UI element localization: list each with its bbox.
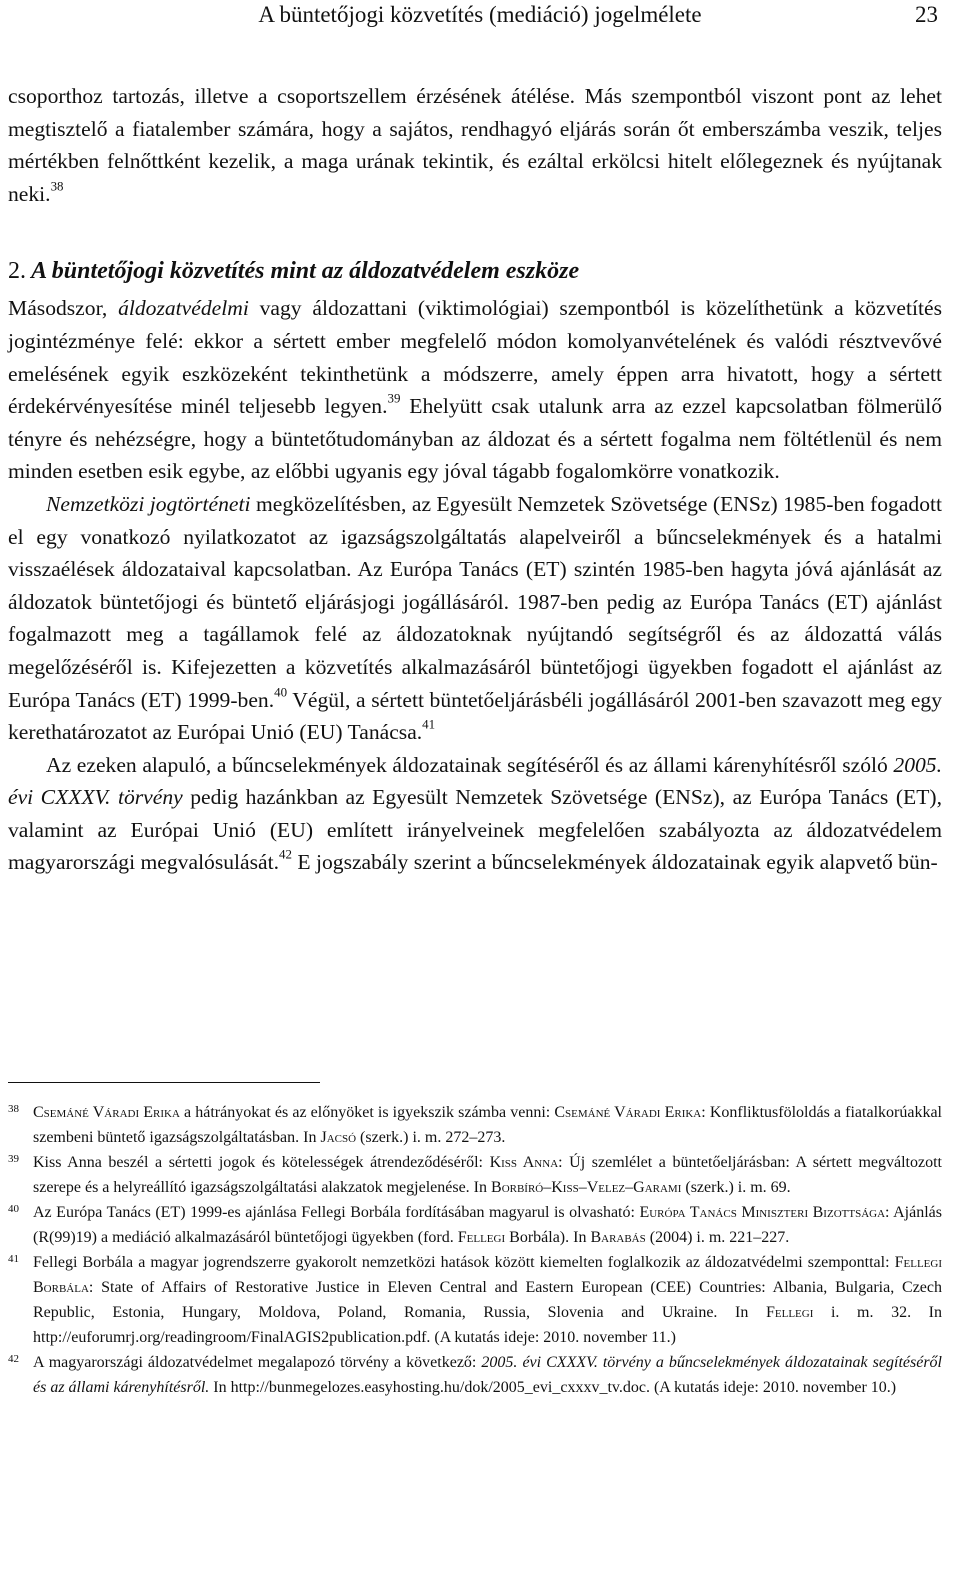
footnotes bbox=[8, 1100, 942, 1400]
footnote-text: : Új szemlélet a büntetőeljárásban: A sértett megváltozott szerepe és a helyreállító igazságszolgáltatási alakzatok megjelenése. In bbox=[33, 1154, 942, 1196]
footnote-text: (szerk.) i. m. 272–273. bbox=[356, 1129, 506, 1146]
paragraph-2-text-d: Ehelyütt csak utalunk arra az ezzel kapcsolatban fölmerülő tényre és nehézségre, hogy a büntetőtudományban az áldozat és a sértett fogalma nem föltétlenül és nem minden esetben esik egybe, az előbbi ugyanis egy jóval tágabb fogalomkörre vonatkozik. bbox=[8, 394, 942, 484]
footnote-ref-38[interactable]: 38 bbox=[50, 178, 64, 194]
footnote-number: 38 bbox=[8, 1103, 19, 1115]
running-title: A büntetőjogi közvetítés (mediáció) jogelmélete bbox=[258, 2, 702, 27]
footnote-number: 41 bbox=[8, 1253, 19, 1265]
footnote-42 bbox=[8, 1350, 942, 1400]
footnote-40 bbox=[8, 1200, 942, 1250]
footnote-38 bbox=[8, 1100, 942, 1150]
paragraph-4-text-d: E jogszabály szerint a bűncselekmények áldozatainak egyik alapvető bün- bbox=[291, 850, 938, 875]
footnote-text: In http://bunmegelozes.easyhosting.hu/dok/2005_evi_cxxxv_tv.doc. (A kutatás ideje: 2010. november 10.) bbox=[209, 1379, 897, 1396]
footnote-text: Csemáné Váradi Erika bbox=[33, 1104, 180, 1121]
footnote-text: Fellegi Borbála bbox=[33, 1254, 942, 1296]
paragraph-1-text: csoporthoz tartozás, illetve a csoportszellem érzésének átélése. Más szempontból viszont pont az lehet megtisztelő a fiatalember számára, hogy a sajátos, rendhagyó eljárás során őt emberszámba veszik, teljes mértékben felnőttként kezelik, a maga urának tekintik, és ezáltal erkölcsi hitelt előlegeznek és nyújtanak neki. bbox=[8, 84, 942, 206]
paragraph-4-text-c: pedig hazánkban az Egyesült Nemzetek Szövetsége (ENSz), az Európa Tanács (ET), valamint az Európai Unió (EU) említett irányelveinek megfelelően szabályozta az áldozatvédelem magyarországi megvalósulását. bbox=[8, 785, 942, 875]
footnote-text: Borbíró–Kiss–Velez–Garami bbox=[491, 1179, 682, 1196]
footnote-text: i. m. 32. In http://euforumrj.org/readingroom/FinalAGIS2publication.pdf. (A kutatás ideje: 2010. november 11.) bbox=[33, 1304, 943, 1346]
footnote-text: Kiss Anna beszél a sértetti jogok és kötelességek átrendeződéséről: bbox=[33, 1154, 490, 1171]
paragraph-2-text-c: vagy áldozattani (viktimológiai) szempontból is közelíthetünk a közvetítés jogintézménye felé: ekkor a sértett ember megfelelő módon komolyanvételének és valódi résztvevővé emelésének egyik eszközeként tekinthetünk a módszerre, amely éppen arra hivatott, hogy a sértett érdekérvényesítése minél teljesebb legyen. bbox=[8, 296, 942, 419]
paragraph-3-italic: Nemzetközi jogtörténeti bbox=[46, 491, 251, 516]
paragraph-2-text-a: Másodszor, bbox=[8, 296, 119, 321]
section-number: 2. bbox=[8, 258, 26, 285]
footnote-text: (szerk.) i. m. 69. bbox=[681, 1179, 791, 1196]
footnote-41 bbox=[8, 1250, 942, 1350]
footnote-ref-39[interactable]: 39 bbox=[387, 390, 401, 406]
paragraph-3-text-b: megközelítésben, az Egyesült Nemzetek Szövetsége (ENSz) 1985-ben fogadott el egy vonatkozó nyilatkozatot az igazságszolgáltatás alapelveiről a bűncselekmények és a hatalmi visszaélések áldozataival kapcsolatban. Az Európa Tanács (ET) szintén 1985-ben hagyta jóvá ajánlását az áldozatok büntetőjogi és büntető eljárásjogi jogállásáról. 1987-ben pedig az Európa Tanács (ET) ajánlást fogalmazott meg a tagállamok felé az áldozatoknak nyújtandó segítségről és az áldozattá válás megelőzéséről is. Kifejezetten a közvetítés alkalmazásáról büntetőjogi ügyekben fogadott el ajánlást az Európa Tanács (ET) 1999-ben. bbox=[8, 491, 942, 712]
footnote-ref-40[interactable]: 40 bbox=[274, 684, 288, 700]
footnote-text: 2005. évi CXXXV. törvény a bűncselekmények áldozatainak segítéséről és az állami kárenyhítésről. bbox=[33, 1354, 943, 1396]
footnote-ref-42[interactable]: 42 bbox=[279, 847, 292, 863]
footnote-text: a hátrányokat és az előnyöket is igyekszik számba venni: bbox=[179, 1104, 555, 1121]
paragraph-3 bbox=[8, 488, 942, 749]
footnote-text: : Konfliktusföloldás a fiatalkorúakkal szembeni büntető igazságszolgáltatásban. In bbox=[33, 1104, 942, 1146]
footnote-39 bbox=[8, 1150, 942, 1200]
footnote-separator bbox=[8, 1082, 320, 1083]
section-title: A büntetőjogi közvetítés mint az áldozatvédelem eszköze bbox=[31, 258, 580, 285]
footnote-number: 39 bbox=[8, 1153, 19, 1165]
footnote-ref-41[interactable]: 41 bbox=[422, 716, 436, 732]
running-header bbox=[0, 0, 960, 34]
footnote-text: Barabás bbox=[590, 1229, 646, 1246]
footnote-text: Jacsó bbox=[320, 1129, 357, 1146]
paragraph-4-text-a: Az ezeken alapuló, a bűncselekmények áldozatainak segítéséről és az állami kárenyhítésről szóló bbox=[46, 752, 894, 777]
paragraph-4 bbox=[8, 749, 942, 879]
footnote-text: Európa Tanács Miniszteri Bizottsága bbox=[639, 1204, 886, 1221]
main-text bbox=[8, 80, 942, 879]
footnote-text: : Ajánlás (R(99)19) a mediáció alkalmazásáról büntetőjogi ügyekben (ford. bbox=[33, 1204, 942, 1246]
footnote-number: 40 bbox=[8, 1203, 19, 1215]
footnote-text: Fellegi Borbála a magyar jogrendszerre gyakorolt nemzetközi hatások között kiemelten foglalkozik az áldozatvédelmi szemponttal: bbox=[33, 1254, 895, 1271]
footnote-text: Kiss Anna bbox=[489, 1154, 559, 1171]
footnote-text: (2004) i. m. 221–227. bbox=[645, 1229, 790, 1246]
footnote-text: A magyarországi áldozatvédelmet megalapozó törvény a következő: bbox=[33, 1354, 482, 1371]
page-number: 23 bbox=[915, 2, 938, 27]
footnote-text: : State of Affairs of Restorative Justice in Eleven Central and Eastern European (CEE) Countries: Albania, Bulgaria, Czech Republic, Estonia, Hungary, Moldova, Poland, Romania, Russia, Slovenia and Ukraine. In bbox=[33, 1279, 942, 1321]
paragraph-1 bbox=[8, 80, 942, 210]
footnote-text: Borbála). In bbox=[505, 1229, 591, 1246]
footnote-text: Csemáné Váradi Erika bbox=[554, 1104, 702, 1121]
paragraph-2-italic: áldozatvédelmi bbox=[118, 296, 249, 321]
footnote-text: Fellegi bbox=[457, 1229, 506, 1246]
paragraph-2 bbox=[8, 292, 942, 488]
footnote-text: Fellegi bbox=[765, 1304, 814, 1321]
section-heading bbox=[8, 254, 942, 288]
paragraph-3-text-c: Végül, a sértett büntetőeljárásbéli jogállásáról 2001-ben szavazott meg egy kerethatározatot az Európai Unió (EU) Tanácsa. bbox=[8, 687, 942, 745]
footnote-text: Az Európa Tanács (ET) 1999-es ajánlása Fellegi Borbála fordításában magyarul is olvasható: bbox=[33, 1204, 640, 1221]
paragraph-4-italic: 2005. évi CXXXV. törvény bbox=[8, 752, 942, 810]
footnote-number: 42 bbox=[8, 1353, 19, 1365]
